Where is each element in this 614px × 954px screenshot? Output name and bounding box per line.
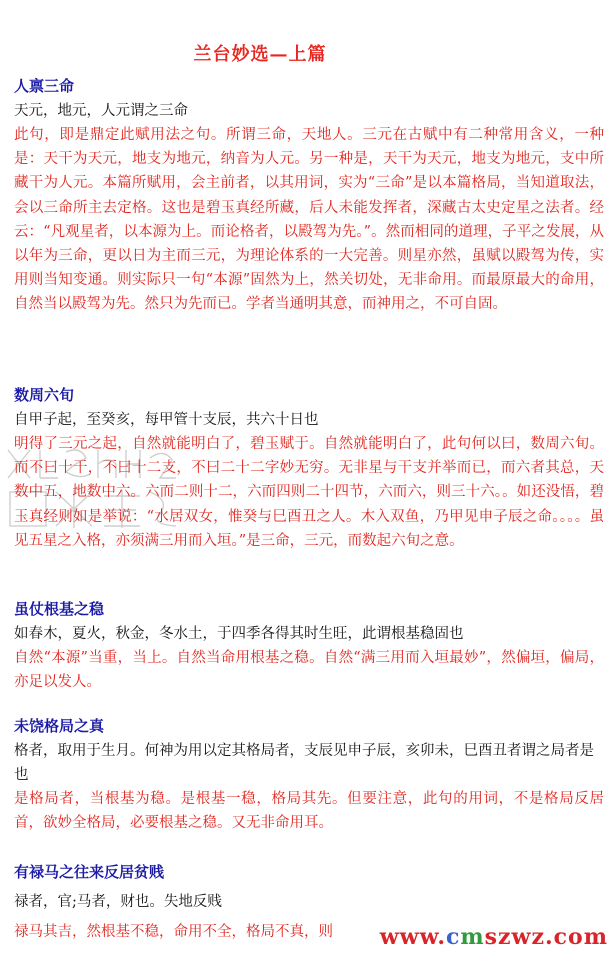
section-verse: 禄者，官;马者，财也。失地反贱 — [14, 894, 222, 910]
section-verse: 自甲子起，至癸亥，每甲管十支辰，共六十日也 — [14, 412, 319, 428]
section-verse: 如春木，夏火，秋金，冬水土，于四季各得其时生旺，此谓根基稳固也 — [14, 626, 464, 642]
section-commentary: 禄马其吉，然根基不稳，命用不全，格局不真，则 — [14, 924, 333, 940]
watermark-url-m: m — [460, 924, 485, 950]
section-2 — [14, 383, 604, 553]
section-heading: 未饶格局之真 — [14, 717, 105, 735]
section-commentary: 是格局者，当根基为稳。是根基一稳，格局其先。但要注意，此句的用词，不是格局反居首，欲妙全格局，必要根基之稳。又无非命用耳。 — [14, 791, 604, 832]
page-title: 兰台妙选—上篇 — [193, 44, 327, 65]
section-1 — [14, 74, 604, 317]
section-commentary: 自然“本源”当重，当上。自然当命用根基之稳。自然“满三用而入垣最妙”，然偏垣，偏局，亦足以发人。 — [14, 650, 604, 691]
section-heading: 数周六旬 — [14, 386, 75, 404]
section-commentary: 此句，即是鼎定此赋用法之句。所谓三命，天地人。三元在古赋中有二种常用含义，一种是：天干为天元，地支为地元，纳音为人元。另一种是，天干为天元，地支为地元，支中所藏干为人元。本篇所赋用，会主前者，以其用词，实为“三命”是以本篇格局，当知道取法，会以三命所主去定格。这也是碧玉真经所藏，后人未能发挥者，深藏古太史定星之法者。经云：“凡观星者，以本源为上。而论格者，以殿驾为先。”。然而相同的道理，子平之发展，从以年为三命，更以日为主而三元，为理论体系的一大完善。则星亦然，虽赋以殿驾为传，实用则当知变通。则实际只一句“本源”固然为上，然关切处，无非命用。而最原最大的命用，自然当以殿驾为先。然只为先而已。学者当通明其意，而神用之，不可自固。 — [14, 127, 604, 313]
section-verse: 天元，地元，人元谓之三命 — [14, 103, 188, 119]
section-3 — [14, 597, 604, 694]
section-verse: 格者，取用于生月。何神为用以定其格局者，支辰见申子辰，亥卯未，巳酉丑者谓之局者是也 — [14, 743, 594, 783]
section-heading: 人禀三命 — [14, 77, 75, 95]
watermark-url-prefix: www. — [379, 924, 446, 950]
section-heading: 有禄马之往来反居贫贱 — [14, 863, 165, 881]
section-5 — [14, 860, 604, 944]
section-heading: 虽仗根基之稳 — [14, 600, 105, 618]
watermark-url-c: c — [445, 924, 461, 950]
watermark-url-rest: szwz.com — [484, 924, 608, 950]
section-4 — [14, 714, 604, 835]
section-commentary: 明得了三元之起，自然就能明白了，碧玉赋于。自然就能明白了，此句何以曰，数周六旬。而不曰十干，不曰十二支，不曰二十二字妙无穷。无非星与干支并举而已，而六者其总，天数中五，地数中六。六而二则十二，六而四则二十四节，六而六，则三十六。。如还没悟，碧玉真经则如是举说：“水居双女，惟癸与巳酉丑之人。木入双鱼，乃甲见申子辰之命。。。。虽见五星之入格，亦须满三用而入垣。”是三命，三元，而数起六旬之意。 — [14, 436, 604, 549]
